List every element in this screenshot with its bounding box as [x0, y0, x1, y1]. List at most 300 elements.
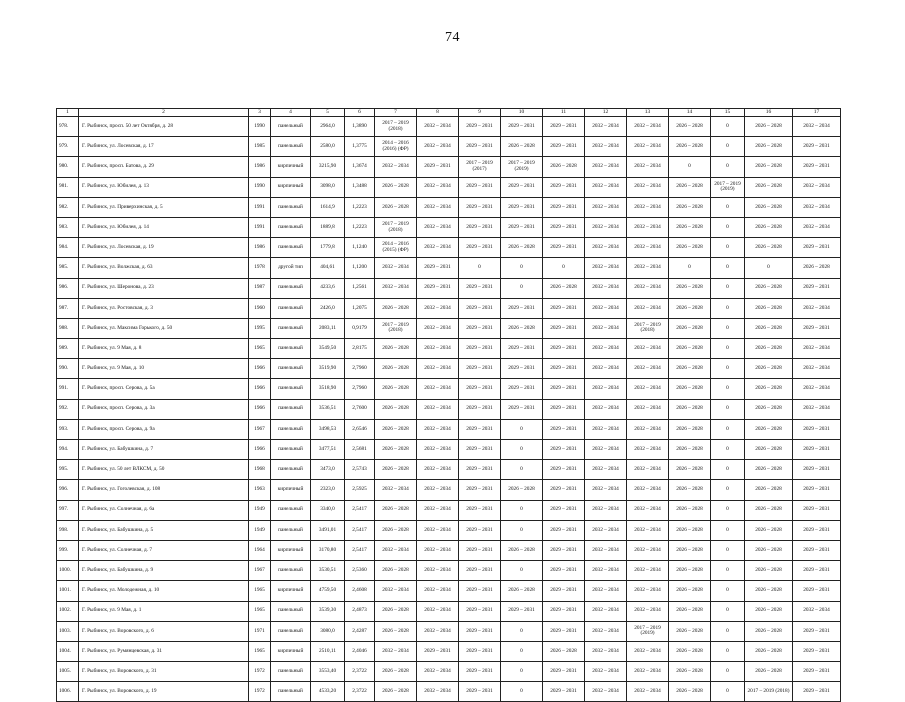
row-number-cell: 978. [57, 117, 79, 137]
table-cell: 2032 – 2034 [375, 641, 417, 661]
table-cell: 2029 – 2031 [793, 278, 841, 298]
table-cell: 1,2561 [345, 278, 375, 298]
table-cell: 2032 – 2034 [417, 561, 459, 581]
table-cell: 2029 – 2031 [543, 339, 585, 359]
table-cell: 2026 – 2028 [543, 278, 585, 298]
table-cell: 2026 – 2028 [669, 460, 711, 480]
table-cell: 2029 – 2031 [543, 177, 585, 197]
row-number-cell: 993. [57, 419, 79, 439]
table-cell: 2029 – 2031 [543, 238, 585, 258]
table-cell: 2029 – 2031 [459, 480, 501, 500]
table-cell: 2029 – 2031 [543, 298, 585, 318]
table-cell: 3519,90 [311, 359, 345, 379]
table-cell: 2029 – 2031 [793, 238, 841, 258]
table-cell: 2017 – 2019 (2018) [375, 217, 417, 237]
row-number-cell: 989. [57, 339, 79, 359]
table-cell: 2029 – 2031 [543, 197, 585, 217]
table-cell: 2026 – 2028 [745, 460, 793, 480]
table-cell: 0 [543, 258, 585, 278]
table-cell: 2,5417 [345, 540, 375, 560]
table-cell: 3536,51 [311, 399, 345, 419]
table-cell: кирпичный [271, 540, 311, 560]
table-row [57, 258, 841, 278]
address-cell: Г. Рыбинск, ул. 9 Мая, д. 1 [79, 601, 249, 621]
table-cell: 2017 – 2019 (2018) [375, 117, 417, 137]
table-cell: 0 [711, 217, 745, 237]
table-cell: 2026 – 2028 [375, 561, 417, 581]
table-cell: 2026 – 2028 [375, 177, 417, 197]
table-cell: 2032 – 2034 [793, 298, 841, 318]
address-cell: Г. Рыбинск, ул. Лосевская, д. 17 [79, 137, 249, 157]
table-cell: 2032 – 2034 [627, 298, 669, 318]
table-cell: 2026 – 2028 [669, 682, 711, 702]
table-cell: 2032 – 2034 [585, 197, 627, 217]
table-cell: 2029 – 2031 [459, 440, 501, 460]
row-number-cell: 998. [57, 520, 79, 540]
table-cell: 0 [501, 641, 543, 661]
table-cell: 0 [711, 440, 745, 460]
table-cell: 3215,90 [311, 157, 345, 177]
table-cell: 2029 – 2031 [793, 621, 841, 641]
table-cell: 2029 – 2031 [459, 379, 501, 399]
table-cell: 2032 – 2034 [585, 460, 627, 480]
table-cell: 1967 [249, 561, 271, 581]
table-cell: 2,5417 [345, 520, 375, 540]
table-cell: 3539,30 [311, 601, 345, 621]
table-cell: 2026 – 2028 [375, 359, 417, 379]
table-cell: 1991 [249, 197, 271, 217]
table-cell: 2032 – 2034 [627, 217, 669, 237]
table-cell: 2032 – 2034 [627, 177, 669, 197]
table-cell: 2510,11 [311, 641, 345, 661]
table-cell: 2026 – 2028 [375, 339, 417, 359]
table-cell: 2026 – 2028 [745, 137, 793, 157]
table-cell: 2026 – 2028 [669, 561, 711, 581]
row-number-cell: 997. [57, 500, 79, 520]
table-cell: 0 [711, 581, 745, 601]
table-cell: 1965 [249, 339, 271, 359]
table-cell: 2032 – 2034 [417, 460, 459, 480]
table-cell: 1,2223 [345, 217, 375, 237]
row-number-cell: 1004. [57, 641, 79, 661]
table-cell: 2026 – 2028 [375, 440, 417, 460]
address-cell: Г. Рыбинск, ул. Юбилея, д. 13 [79, 177, 249, 197]
table-cell: 2026 – 2028 [669, 117, 711, 137]
table-row [57, 339, 841, 359]
table-cell: 0 [711, 318, 745, 338]
row-number-cell: 982. [57, 197, 79, 217]
table-cell: 2032 – 2034 [585, 581, 627, 601]
table-cell: 1,1200 [345, 258, 375, 278]
table-cell: 2032 – 2034 [417, 298, 459, 318]
table-cell: 2026 – 2028 [745, 561, 793, 581]
table-cell: панельный [271, 500, 311, 520]
column-header: 12 [585, 109, 627, 117]
table-cell: 2032 – 2034 [627, 520, 669, 540]
table-cell: 2,7960 [345, 359, 375, 379]
table-cell: 1966 [249, 440, 271, 460]
table-cell: 2032 – 2034 [417, 318, 459, 338]
table-cell: 2032 – 2034 [417, 520, 459, 540]
table-cell: 2017 – 2019 (2019) [627, 621, 669, 641]
table-cell: 2026 – 2028 [669, 359, 711, 379]
table-cell: 0 [501, 520, 543, 540]
table-cell: 2032 – 2034 [793, 359, 841, 379]
table-cell: 0 [711, 238, 745, 258]
table-cell: 2026 – 2028 [745, 540, 793, 560]
address-cell: Г. Рыбинск, ул. Молодежная, д. 10 [79, 581, 249, 601]
column-header: 10 [501, 109, 543, 117]
table-cell: 2026 – 2028 [669, 480, 711, 500]
table-cell: 2026 – 2028 [745, 278, 793, 298]
table-cell: 2029 – 2031 [543, 500, 585, 520]
table-cell: панельный [271, 359, 311, 379]
table-cell: 1889,8 [311, 217, 345, 237]
address-cell: Г. Рыбинск, просп. Серова, д. 5а [79, 379, 249, 399]
table-row [57, 601, 841, 621]
table-cell: 2032 – 2034 [627, 399, 669, 419]
table-cell: 2026 – 2028 [745, 480, 793, 500]
column-header: 8 [417, 109, 459, 117]
table-cell: 2029 – 2031 [459, 682, 501, 702]
table-cell: 2,5925 [345, 480, 375, 500]
table-cell: 2029 – 2031 [793, 480, 841, 500]
table-cell: 0 [711, 601, 745, 621]
table-cell: 2026 – 2028 [501, 581, 543, 601]
table-cell: 2026 – 2028 [375, 460, 417, 480]
row-number-cell: 1000. [57, 561, 79, 581]
table-cell: 1,2223 [345, 197, 375, 217]
table-cell: 2032 – 2034 [417, 137, 459, 157]
table-cell: 2032 – 2034 [375, 258, 417, 278]
table-cell: 0 [711, 480, 745, 500]
table-cell: другой тип [271, 258, 311, 278]
table-cell: 2029 – 2031 [459, 117, 501, 137]
row-number-cell: 981. [57, 177, 79, 197]
table-cell: 2026 – 2028 [669, 500, 711, 520]
table-cell: 2026 – 2028 [669, 662, 711, 682]
table-cell: 3491,01 [311, 520, 345, 540]
column-header: 6 [345, 109, 375, 117]
table-cell: 2032 – 2034 [627, 460, 669, 480]
table-cell: 2029 – 2031 [501, 379, 543, 399]
column-header: 3 [249, 109, 271, 117]
table-cell: 2,3722 [345, 682, 375, 702]
table-cell: панельный [271, 682, 311, 702]
table-cell: 2026 – 2028 [745, 197, 793, 217]
column-header: 1 [57, 109, 79, 117]
table-cell: 0 [711, 258, 745, 278]
table-cell: 1986 [249, 238, 271, 258]
table-cell: 2029 – 2031 [459, 278, 501, 298]
table-cell: панельный [271, 278, 311, 298]
table-cell: 2026 – 2028 [669, 238, 711, 258]
table-cell: 2032 – 2034 [585, 217, 627, 237]
table-cell: 404,61 [311, 258, 345, 278]
address-cell: Г. Рыбинск, ул. Приверхинская, д. 5 [79, 197, 249, 217]
table-cell: 2029 – 2031 [793, 460, 841, 480]
table-cell: кирпичный [271, 480, 311, 500]
table-cell: 2032 – 2034 [627, 641, 669, 661]
column-header: 9 [459, 109, 501, 117]
table-body [57, 117, 841, 702]
table-cell: панельный [271, 399, 311, 419]
table-cell: 2,4046 [345, 641, 375, 661]
table-cell: 2426,0 [311, 298, 345, 318]
table-row [57, 298, 841, 318]
table-cell: 3549,50 [311, 339, 345, 359]
table-cell: 2964,0 [311, 117, 345, 137]
table-cell: 2032 – 2034 [375, 157, 417, 177]
table-cell: 2026 – 2028 [375, 520, 417, 540]
table-cell: 2083,11 [311, 318, 345, 338]
table-cell: 2026 – 2028 [669, 217, 711, 237]
table-cell: 2032 – 2034 [585, 298, 627, 318]
column-header: 14 [669, 109, 711, 117]
table-cell: 1966 [249, 399, 271, 419]
table-cell: 2032 – 2034 [627, 238, 669, 258]
table-cell: 2032 – 2034 [417, 682, 459, 702]
table-cell: 2032 – 2034 [417, 480, 459, 500]
table-cell: 1985 [249, 137, 271, 157]
table-cell: 2029 – 2031 [459, 197, 501, 217]
table-cell: 2032 – 2034 [417, 621, 459, 641]
address-cell: Г. Рыбинск, ул. Гоголевская, д. 108 [79, 480, 249, 500]
table-cell: 2032 – 2034 [585, 399, 627, 419]
table-cell: 1990 [249, 117, 271, 137]
row-number-cell: 995. [57, 460, 79, 480]
table-cell: 1972 [249, 682, 271, 702]
table-cell: 2026 – 2028 [745, 399, 793, 419]
row-number-cell: 988. [57, 318, 79, 338]
table-cell: 2032 – 2034 [585, 177, 627, 197]
table-cell: 2017 – 2019 (2018) [627, 318, 669, 338]
table-cell: 2026 – 2028 [745, 117, 793, 137]
table-cell: 1972 [249, 662, 271, 682]
table-cell: 2029 – 2031 [501, 177, 543, 197]
table-cell: 2,4287 [345, 621, 375, 641]
table-cell: 2029 – 2031 [459, 520, 501, 540]
table-cell: 0 [711, 399, 745, 419]
address-cell: Г. Рыбинск, просп. Серова, д. 3а [79, 399, 249, 419]
table-cell: 2,4873 [345, 601, 375, 621]
table-cell: 2032 – 2034 [417, 359, 459, 379]
table-cell: 2032 – 2034 [627, 500, 669, 520]
table-cell: 2032 – 2034 [793, 339, 841, 359]
table-cell: 2,5743 [345, 460, 375, 480]
table-cell: 2032 – 2034 [585, 480, 627, 500]
table-cell: 1,3488 [345, 177, 375, 197]
table-cell: 1,3674 [345, 157, 375, 177]
table-row [57, 157, 841, 177]
table-cell: 3530,51 [311, 561, 345, 581]
address-cell: Г. Рыбинск, ул. Волжская, д. 63 [79, 258, 249, 278]
table-cell: 2026 – 2028 [669, 298, 711, 318]
table-cell: 2029 – 2031 [459, 137, 501, 157]
table-cell: 2,7600 [345, 399, 375, 419]
table-cell: 2032 – 2034 [585, 419, 627, 439]
table-row [57, 419, 841, 439]
table-cell: 1987 [249, 278, 271, 298]
table-cell: 0,9179 [345, 318, 375, 338]
table-cell: 2029 – 2031 [793, 561, 841, 581]
table-cell: 2026 – 2028 [501, 238, 543, 258]
table-cell: 2032 – 2034 [417, 217, 459, 237]
table-cell: 0 [711, 157, 745, 177]
table-row [57, 318, 841, 338]
table-cell: 2032 – 2034 [793, 399, 841, 419]
table-row [57, 217, 841, 237]
table-cell: 1990 [249, 177, 271, 197]
table-cell: 2026 – 2028 [745, 641, 793, 661]
table-cell: кирпичный [271, 641, 311, 661]
table-row [57, 460, 841, 480]
row-number-cell: 983. [57, 217, 79, 237]
table-cell: 2026 – 2028 [669, 440, 711, 460]
table-row [57, 540, 841, 560]
address-cell: Г. Рыбинск, просп. Батова, д. 29 [79, 157, 249, 177]
table-cell: 2029 – 2031 [501, 339, 543, 359]
table-cell: 2026 – 2028 [375, 298, 417, 318]
table-cell: 2032 – 2034 [627, 137, 669, 157]
table-cell: 2,8175 [345, 339, 375, 359]
table-cell: 2032 – 2034 [585, 238, 627, 258]
row-number-cell: 986. [57, 278, 79, 298]
table-cell: 1991 [249, 217, 271, 237]
column-header: 17 [793, 109, 841, 117]
table-cell: 0 [711, 379, 745, 399]
table-cell: 2029 – 2031 [501, 359, 543, 379]
table-cell: 2029 – 2031 [459, 581, 501, 601]
table-cell: 2032 – 2034 [417, 339, 459, 359]
address-cell: Г. Рыбинск, ул. Юбилея, д. 14 [79, 217, 249, 237]
table-cell: 0 [711, 561, 745, 581]
table-cell: 1,1240 [345, 238, 375, 258]
repair-schedule-table-wrapper [56, 108, 841, 702]
table-cell: 2029 – 2031 [417, 258, 459, 278]
table-cell: 2032 – 2034 [585, 339, 627, 359]
table-cell: 2026 – 2028 [745, 359, 793, 379]
table-row [57, 682, 841, 702]
table-cell: 1971 [249, 621, 271, 641]
address-cell: Г. Рыбинск, ул. Солнечная, д. 7 [79, 540, 249, 560]
table-cell: 2032 – 2034 [585, 137, 627, 157]
table-cell: 2032 – 2034 [417, 177, 459, 197]
table-cell: 0 [711, 359, 745, 379]
table-cell: 2029 – 2031 [459, 318, 501, 338]
table-cell: 2032 – 2034 [627, 682, 669, 702]
table-cell: 0 [501, 500, 543, 520]
table-cell: кирпичный [271, 581, 311, 601]
table-cell: 2032 – 2034 [375, 278, 417, 298]
table-cell: 2026 – 2028 [669, 339, 711, 359]
table-cell: 3098,0 [311, 177, 345, 197]
table-cell: панельный [271, 621, 311, 641]
table-cell: панельный [271, 238, 311, 258]
table-cell: 2026 – 2028 [793, 258, 841, 278]
table-cell: 2032 – 2034 [417, 662, 459, 682]
table-cell: 2029 – 2031 [459, 601, 501, 621]
table-row [57, 379, 841, 399]
table-cell: 4533,20 [311, 682, 345, 702]
table-cell: панельный [271, 339, 311, 359]
column-header: 7 [375, 109, 417, 117]
table-cell: 2017 – 2019 (2019) [711, 177, 745, 197]
table-cell: 2032 – 2034 [627, 581, 669, 601]
table-cell: 2029 – 2031 [417, 278, 459, 298]
table-cell: 2026 – 2028 [375, 682, 417, 702]
column-header: 11 [543, 109, 585, 117]
address-cell: Г. Рыбинск, ул. Бабушкина, д. 5 [79, 520, 249, 540]
table-cell: 1949 [249, 520, 271, 540]
table-cell: 2032 – 2034 [627, 258, 669, 278]
table-cell: 0 [501, 419, 543, 439]
table-cell: 2014 – 2016 (2016) (ФР) [375, 137, 417, 157]
table-cell: 2026 – 2028 [669, 379, 711, 399]
table-cell: 2032 – 2034 [585, 379, 627, 399]
table-cell: 2032 – 2034 [417, 581, 459, 601]
table-cell: 2029 – 2031 [543, 561, 585, 581]
table-cell: 2032 – 2034 [793, 177, 841, 197]
table-cell: 2,5360 [345, 561, 375, 581]
address-cell: Г. Рыбинск, ул. 9 Мая, д. 10 [79, 359, 249, 379]
table-cell: 2580,0 [311, 137, 345, 157]
table-cell: панельный [271, 601, 311, 621]
column-header: 13 [627, 109, 669, 117]
row-number-cell: 996. [57, 480, 79, 500]
table-cell: 2029 – 2031 [793, 662, 841, 682]
table-cell: панельный [271, 298, 311, 318]
table-cell: 2032 – 2034 [417, 399, 459, 419]
table-cell: 2029 – 2031 [793, 540, 841, 560]
table-cell: 2017 – 2019 (2018) [375, 318, 417, 338]
table-row [57, 137, 841, 157]
table-cell: панельный [271, 117, 311, 137]
table-cell: 1949 [249, 500, 271, 520]
table-cell: панельный [271, 197, 311, 217]
table-cell: 2032 – 2034 [375, 581, 417, 601]
table-cell: 1966 [249, 379, 271, 399]
table-cell: 1779,8 [311, 238, 345, 258]
table-cell: 2032 – 2034 [585, 440, 627, 460]
table-cell: 2032 – 2034 [585, 520, 627, 540]
table-cell: 2029 – 2031 [793, 157, 841, 177]
table-cell: 2029 – 2031 [501, 298, 543, 318]
table-cell: 2032 – 2034 [417, 500, 459, 520]
row-number-cell: 999. [57, 540, 79, 560]
table-cell: 2032 – 2034 [417, 419, 459, 439]
table-cell: 2032 – 2034 [375, 480, 417, 500]
table-cell: 3170,80 [311, 540, 345, 560]
table-cell: 2,6546 [345, 419, 375, 439]
table-cell: 2026 – 2028 [745, 318, 793, 338]
table-row [57, 561, 841, 581]
table-cell: 2026 – 2028 [745, 601, 793, 621]
table-cell: 1960 [249, 298, 271, 318]
table-cell: 0 [711, 460, 745, 480]
table-cell: 1966 [249, 359, 271, 379]
table-cell: 2029 – 2031 [543, 480, 585, 500]
row-number-cell: 992. [57, 399, 79, 419]
table-cell: 2026 – 2028 [669, 197, 711, 217]
table-cell: 2032 – 2034 [417, 379, 459, 399]
table-cell: 2026 – 2028 [745, 217, 793, 237]
row-number-cell: 990. [57, 359, 79, 379]
table-cell: 2026 – 2028 [375, 662, 417, 682]
table-cell: 2032 – 2034 [585, 662, 627, 682]
table-cell: 2032 – 2034 [627, 601, 669, 621]
repair-schedule-table [56, 108, 841, 702]
